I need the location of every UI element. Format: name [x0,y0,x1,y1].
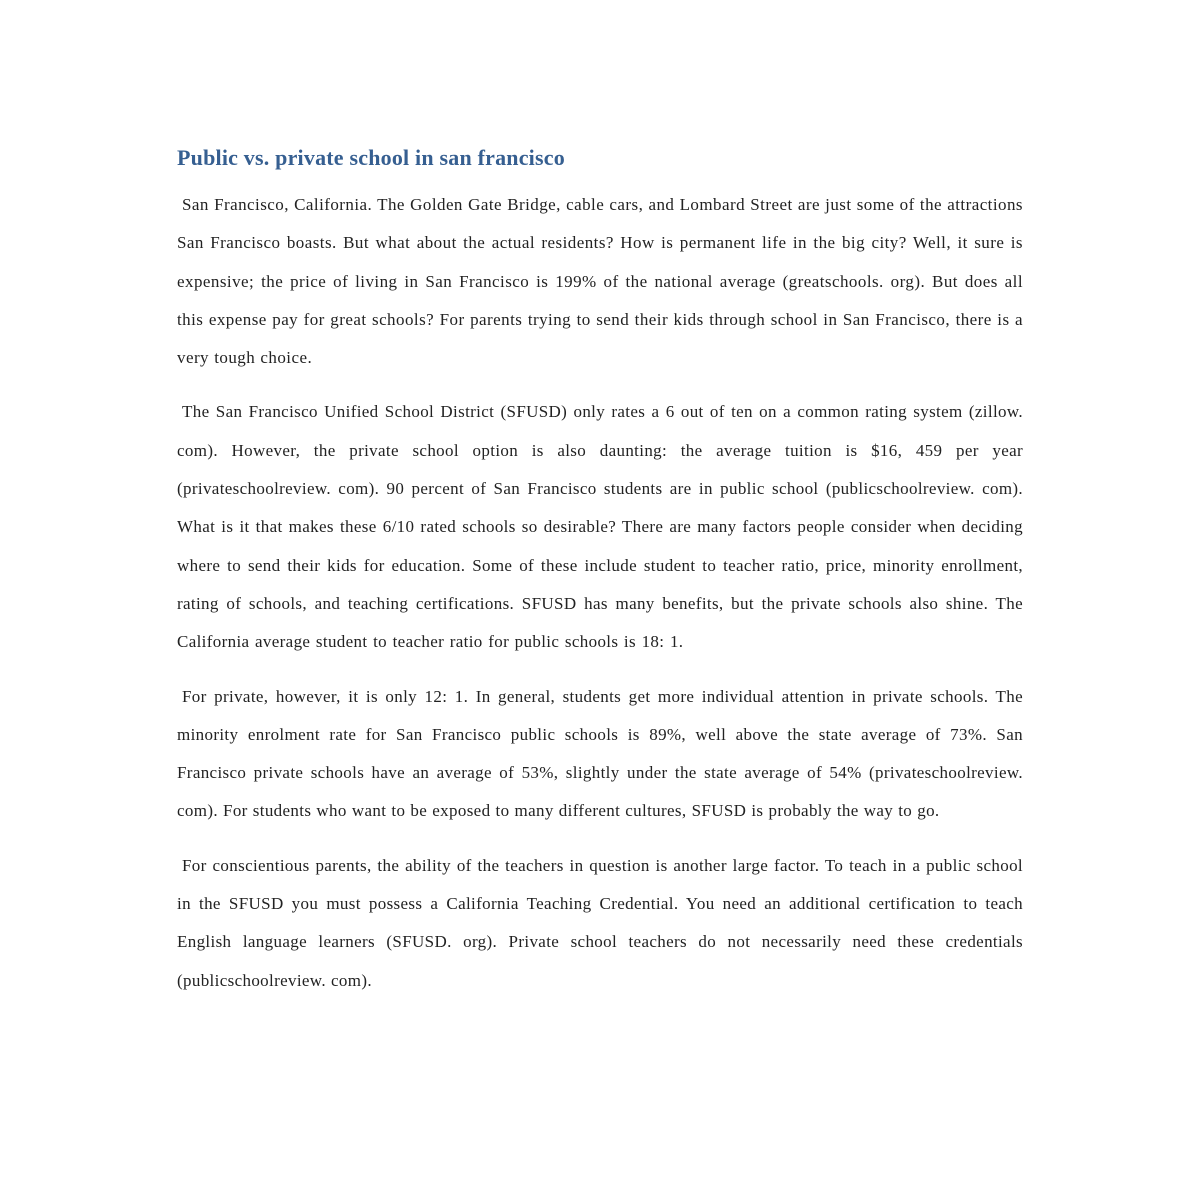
document-page [177,140,1023,1016]
paragraph-private-ratio: For private, however, it is only 12: 1. In general, students get more individual attention in private schools. The minority enrolment rate for San Francisco public schools is 89%, well above the state average of 73%. San Francisco private schools have an average of 53%, slightly under the state average of 54% (privateschoolreview. com). For students who want to be exposed to many different cultures, SFUSD is probably the way to go. [177,686,1023,821]
paragraph-intro: San Francisco, California. The Golden Gate Bridge, cable cars, and Lombard Street are just some of the attractions San Francisco boasts. But what about the actual residents? How is permanent life in the big city? Well, it sure is expensive; the price of living in San Francisco is 199% of the national average (greatschools. org). But does all this expense pay for great schools? For parents trying to send their kids through school in San Francisco, there is a very tough choice. [177,195,1023,368]
document-title: Public vs. private school in san francisco [177,145,565,170]
paragraph-teacher-credentials: For conscientious parents, the ability of the teachers in question is another large factor. To teach in a public school in the SFUSD you must possess a California Teaching Credential. You need an additional certification to teach English language learners (SFUSD. org). Private school teachers do not necessarily need these credentials (publicschoolreview. com). [177,855,1023,990]
paragraph-sfusd-rating: The San Francisco Unified School District (SFUSD) only rates a 6 out of ten on a common rating system (zillow. com). However, the private school option is also daunting: the average tuition is $16, 459 per year (privateschoolreview. com). 90 percent of San Francisco students are in public school (publicschoolreview. com). What is it that makes these 6/10 rated schools so desirable? There are many factors people consider when deciding where to send their kids for education. Some of these include student to teacher ratio, price, minority enrollment, rating of schools, and teaching certifications. SFUSD has many benefits, but the private schools also shine. The California average student to teacher ratio for public schools is 18: 1. [177,402,1023,652]
